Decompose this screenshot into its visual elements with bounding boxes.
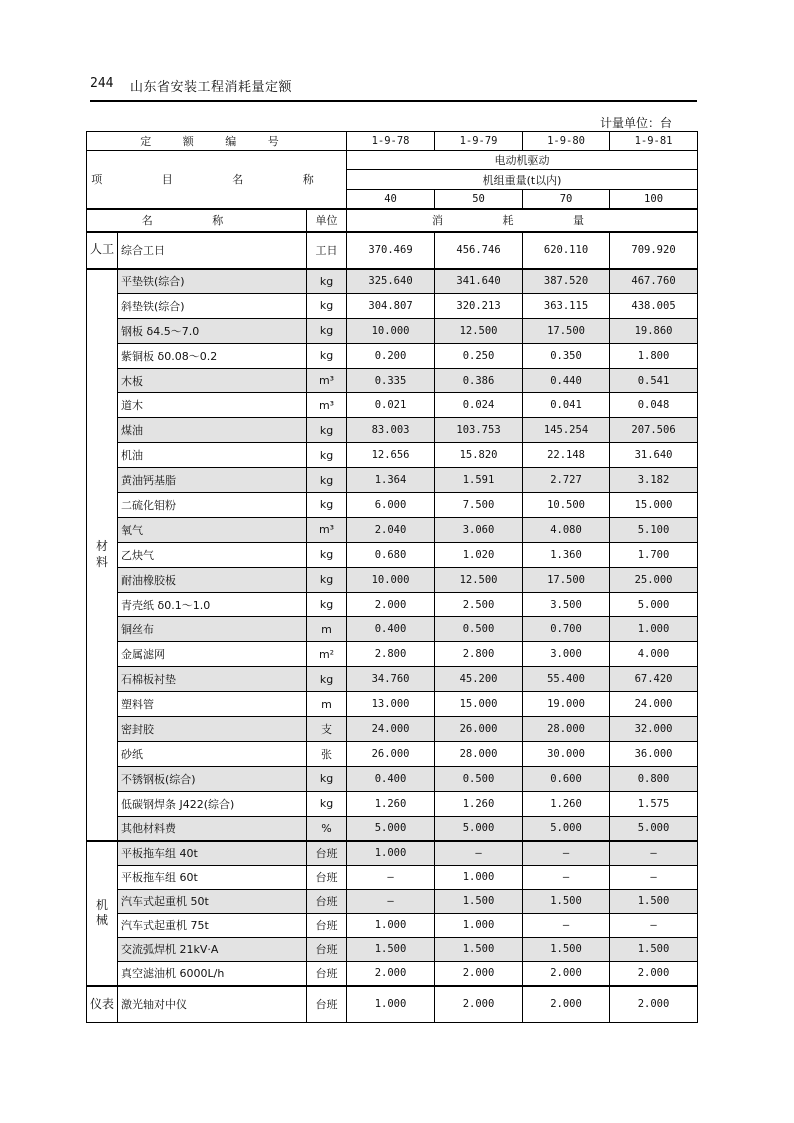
category-machine-text: 械: [95, 913, 108, 928]
category-labor-text: 人工: [89, 242, 114, 257]
machine-value: 1.500: [435, 889, 523, 913]
material-value: 0.200: [347, 343, 435, 368]
material-value: 304.807: [347, 293, 435, 318]
material-value: 207.506: [610, 418, 698, 443]
material-value: 0.048: [610, 393, 698, 418]
material-unit: kg: [307, 493, 347, 518]
material-name: 耐油橡胶板: [118, 567, 307, 592]
material-value: 12.500: [435, 567, 523, 592]
machine-value: —: [523, 913, 610, 937]
material-value: 19.860: [610, 318, 698, 343]
material-row: [87, 493, 698, 518]
unit-column-header: 单位: [307, 209, 347, 232]
quota-code-2: 1-9-79: [435, 132, 523, 151]
material-value: 36.000: [610, 741, 698, 766]
material-value: 17.500: [523, 567, 610, 592]
machine-name: 平板拖车组 60t: [118, 865, 307, 889]
category-instrument-text: 仪表: [89, 996, 114, 1011]
instrument-value: 1.000: [347, 986, 435, 1023]
material-value: 12.500: [435, 318, 523, 343]
material-row: [87, 692, 698, 717]
material-value: 28.000: [435, 741, 523, 766]
machine-value: 1.500: [610, 889, 698, 913]
material-value: 2.040: [347, 517, 435, 542]
material-name: 其他材料费: [118, 816, 307, 841]
material-name: 紫铜板 δ0.08～0.2: [118, 343, 307, 368]
material-unit: kg: [307, 443, 347, 468]
material-value: 45.200: [435, 667, 523, 692]
material-value: 28.000: [523, 717, 610, 742]
material-value: 26.000: [347, 741, 435, 766]
material-name: 煤油: [118, 418, 307, 443]
material-value: 467.760: [610, 269, 698, 294]
material-name: 黄油钙基脂: [118, 468, 307, 493]
labor-value: 370.469: [347, 232, 435, 269]
machine-unit: 台班: [307, 865, 347, 889]
material-value: 145.254: [523, 418, 610, 443]
machine-value: 1.000: [435, 913, 523, 937]
material-row: [87, 318, 698, 343]
category-instrument: [87, 986, 118, 1023]
machine-name: 汽车式起重机 75t: [118, 913, 307, 937]
instrument-row: [87, 986, 698, 1023]
material-name: 道木: [118, 393, 307, 418]
machine-unit: 台班: [307, 889, 347, 913]
material-value: 1.575: [610, 791, 698, 816]
material-value: 10.000: [347, 318, 435, 343]
machine-value: —: [347, 865, 435, 889]
measure-unit-label: 计量单位：台: [600, 116, 673, 130]
instrument-unit: 台班: [307, 986, 347, 1023]
material-unit: m²: [307, 642, 347, 667]
machine-value: 1.500: [347, 937, 435, 961]
material-value: 0.041: [523, 393, 610, 418]
material-value: 0.440: [523, 368, 610, 393]
material-unit: kg: [307, 567, 347, 592]
category-material-text: 料: [95, 554, 108, 569]
material-unit: m³: [307, 517, 347, 542]
material-value: 3.500: [523, 592, 610, 617]
item-name-label: 项 目 名 称: [87, 151, 347, 209]
material-unit: kg: [307, 343, 347, 368]
material-value: 25.000: [610, 567, 698, 592]
material-name: 低碳钢焊条 J422(综合): [118, 791, 307, 816]
material-value: 5.000: [610, 592, 698, 617]
material-name: 氧气: [118, 517, 307, 542]
material-name: 斜垫铁(综合): [118, 293, 307, 318]
material-value: 67.420: [610, 667, 698, 692]
quota-code-label: 定 额 编 号: [87, 132, 347, 151]
material-value: 6.000: [347, 493, 435, 518]
machine-row: [87, 937, 698, 961]
material-unit: kg: [307, 269, 347, 294]
material-value: 1.000: [610, 617, 698, 642]
material-value: 5.000: [347, 816, 435, 841]
material-row: [87, 791, 698, 816]
material-value: 0.024: [435, 393, 523, 418]
drive-type: 电动机驱动: [347, 151, 698, 170]
material-name: 木板: [118, 368, 307, 393]
material-unit: kg: [307, 318, 347, 343]
material-value: 7.500: [435, 493, 523, 518]
machine-unit: 台班: [307, 961, 347, 985]
weight-4: 100: [610, 190, 698, 209]
material-name: 二硫化钼粉: [118, 493, 307, 518]
material-unit: kg: [307, 542, 347, 567]
quota-code-1: 1-9-78: [347, 132, 435, 151]
material-row: [87, 741, 698, 766]
machine-name: 交流弧焊机 21kV·A: [118, 937, 307, 961]
material-row: [87, 667, 698, 692]
machine-value: —: [347, 889, 435, 913]
material-row: [87, 269, 698, 294]
material-value: 0.600: [523, 766, 610, 791]
material-value: 31.640: [610, 443, 698, 468]
material-row: [87, 418, 698, 443]
machine-value: —: [523, 841, 610, 865]
material-value: 1.700: [610, 542, 698, 567]
machine-value: 1.500: [435, 937, 523, 961]
instrument-value: 2.000: [435, 986, 523, 1023]
machine-value: —: [610, 865, 698, 889]
machine-row: [87, 841, 698, 865]
page-header: [90, 70, 697, 102]
consumption-header: 消 耗 量: [347, 209, 698, 232]
material-name: 密封胶: [118, 717, 307, 742]
material-row: [87, 717, 698, 742]
material-value: 438.005: [610, 293, 698, 318]
material-value: 0.335: [347, 368, 435, 393]
labor-value: 456.746: [435, 232, 523, 269]
material-value: 2.500: [435, 592, 523, 617]
material-value: 1.020: [435, 542, 523, 567]
material-name: 砂纸: [118, 741, 307, 766]
material-value: 1.260: [435, 791, 523, 816]
material-value: 26.000: [435, 717, 523, 742]
material-value: 1.360: [523, 542, 610, 567]
machine-value: 1.000: [347, 913, 435, 937]
material-value: 15.000: [610, 493, 698, 518]
machine-name: 汽车式起重机 50t: [118, 889, 307, 913]
material-name: 塑料管: [118, 692, 307, 717]
material-value: 341.640: [435, 269, 523, 294]
material-name: 乙炔气: [118, 542, 307, 567]
material-row: [87, 393, 698, 418]
material-name: 金属滤网: [118, 642, 307, 667]
machine-unit: 台班: [307, 937, 347, 961]
material-value: 17.500: [523, 318, 610, 343]
material-value: 2.727: [523, 468, 610, 493]
material-row: [87, 642, 698, 667]
machine-row: [87, 889, 698, 913]
material-value: 10.000: [347, 567, 435, 592]
machine-value: 2.000: [523, 961, 610, 985]
machine-unit: 台班: [307, 913, 347, 937]
material-value: 2.800: [435, 642, 523, 667]
material-value: 83.003: [347, 418, 435, 443]
machine-value: 1.000: [435, 865, 523, 889]
quota-code-row: [87, 132, 698, 151]
weight-2: 50: [435, 190, 523, 209]
material-row: [87, 293, 698, 318]
category-material-text: 材: [95, 539, 108, 554]
material-row: [87, 816, 698, 841]
material-value: 0.500: [435, 617, 523, 642]
material-row: [87, 542, 698, 567]
material-value: 1.591: [435, 468, 523, 493]
material-unit: m: [307, 692, 347, 717]
material-name: 石棉板衬垫: [118, 667, 307, 692]
material-value: 320.213: [435, 293, 523, 318]
weight-label: 机组重量(t以内): [347, 170, 698, 190]
material-unit: kg: [307, 766, 347, 791]
labor-value: 709.920: [610, 232, 698, 269]
machine-row: [87, 865, 698, 889]
instrument-value: 2.000: [523, 986, 610, 1023]
material-value: 0.350: [523, 343, 610, 368]
material-row: [87, 368, 698, 393]
material-value: 0.800: [610, 766, 698, 791]
material-value: 3.060: [435, 517, 523, 542]
material-value: 3.000: [523, 642, 610, 667]
machine-value: —: [435, 841, 523, 865]
material-value: 5.000: [610, 816, 698, 841]
material-value: 1.800: [610, 343, 698, 368]
machine-row: [87, 961, 698, 985]
material-value: 4.000: [610, 642, 698, 667]
material-value: 5.000: [435, 816, 523, 841]
material-value: 15.000: [435, 692, 523, 717]
material-value: 387.520: [523, 269, 610, 294]
material-name: 钢板 δ4.5～7.0: [118, 318, 307, 343]
machine-value: 2.000: [610, 961, 698, 985]
material-value: 1.364: [347, 468, 435, 493]
machine-value: 1.500: [610, 937, 698, 961]
material-value: 4.080: [523, 517, 610, 542]
category-machine: [87, 841, 118, 986]
machine-value: —: [610, 841, 698, 865]
material-value: 2.800: [347, 642, 435, 667]
quota-table: [86, 131, 698, 1023]
material-row: [87, 443, 698, 468]
material-value: 32.000: [610, 717, 698, 742]
material-value: 0.680: [347, 542, 435, 567]
instrument-value: 2.000: [610, 986, 698, 1023]
material-value: 19.000: [523, 692, 610, 717]
material-unit: kg: [307, 418, 347, 443]
material-value: 1.260: [523, 791, 610, 816]
material-value: 10.500: [523, 493, 610, 518]
instrument-name: 激光轴对中仪: [118, 986, 307, 1023]
book-title: 山东省安装工程消耗量定额: [130, 80, 293, 95]
machine-unit: 台班: [307, 841, 347, 865]
material-unit: m³: [307, 368, 347, 393]
material-unit: m: [307, 617, 347, 642]
category-machine-text: 机: [95, 897, 108, 912]
material-value: 0.250: [435, 343, 523, 368]
category-material: [87, 269, 118, 841]
material-name: 平垫铁(综合): [118, 269, 307, 294]
material-value: 363.115: [523, 293, 610, 318]
material-row: [87, 766, 698, 791]
material-name: 机油: [118, 443, 307, 468]
material-value: 0.386: [435, 368, 523, 393]
machine-value: 1.000: [347, 841, 435, 865]
material-value: 325.640: [347, 269, 435, 294]
material-row: [87, 592, 698, 617]
page-number: 244: [90, 76, 114, 91]
weight-1: 40: [347, 190, 435, 209]
machine-value: —: [610, 913, 698, 937]
material-unit: kg: [307, 791, 347, 816]
labor-row: [87, 232, 698, 269]
material-value: 0.541: [610, 368, 698, 393]
material-value: 0.400: [347, 617, 435, 642]
machine-value: 2.000: [347, 961, 435, 985]
material-unit: 张: [307, 741, 347, 766]
material-unit: kg: [307, 293, 347, 318]
material-value: 12.656: [347, 443, 435, 468]
machine-name: 平板拖车组 40t: [118, 841, 307, 865]
material-name: 铜丝布: [118, 617, 307, 642]
material-unit: kg: [307, 667, 347, 692]
material-unit: 支: [307, 717, 347, 742]
category-labor: [87, 232, 118, 269]
material-value: 5.000: [523, 816, 610, 841]
material-value: 22.148: [523, 443, 610, 468]
material-name: 不锈钢板(综合): [118, 766, 307, 791]
labor-name: 综合工日: [118, 232, 307, 269]
material-value: 1.260: [347, 791, 435, 816]
material-value: 3.182: [610, 468, 698, 493]
machine-name: 真空滤油机 6000L/h: [118, 961, 307, 985]
machine-row: [87, 913, 698, 937]
machine-value: 1.500: [523, 889, 610, 913]
material-value: 0.700: [523, 617, 610, 642]
material-row: [87, 567, 698, 592]
material-row: [87, 517, 698, 542]
material-value: 34.760: [347, 667, 435, 692]
material-value: 2.000: [347, 592, 435, 617]
material-value: 5.100: [610, 517, 698, 542]
material-value: 24.000: [610, 692, 698, 717]
material-unit: kg: [307, 468, 347, 493]
material-unit: kg: [307, 592, 347, 617]
material-value: 13.000: [347, 692, 435, 717]
material-row: [87, 617, 698, 642]
material-value: 103.753: [435, 418, 523, 443]
machine-value: —: [523, 865, 610, 889]
material-value: 55.400: [523, 667, 610, 692]
labor-unit: 工日: [307, 232, 347, 269]
material-row: [87, 343, 698, 368]
material-value: 0.500: [435, 766, 523, 791]
material-value: 30.000: [523, 741, 610, 766]
material-value: 15.820: [435, 443, 523, 468]
material-name: 青壳纸 δ0.1～1.0: [118, 592, 307, 617]
quota-code-4: 1-9-81: [610, 132, 698, 151]
machine-value: 1.500: [523, 937, 610, 961]
material-unit: m³: [307, 393, 347, 418]
material-value: 24.000: [347, 717, 435, 742]
name-column-header: 名 称: [87, 209, 307, 232]
material-row: [87, 468, 698, 493]
weight-3: 70: [523, 190, 610, 209]
material-value: 0.021: [347, 393, 435, 418]
quota-code-3: 1-9-80: [523, 132, 610, 151]
material-value: 0.400: [347, 766, 435, 791]
machine-value: 2.000: [435, 961, 523, 985]
material-unit: %: [307, 816, 347, 841]
labor-value: 620.110: [523, 232, 610, 269]
